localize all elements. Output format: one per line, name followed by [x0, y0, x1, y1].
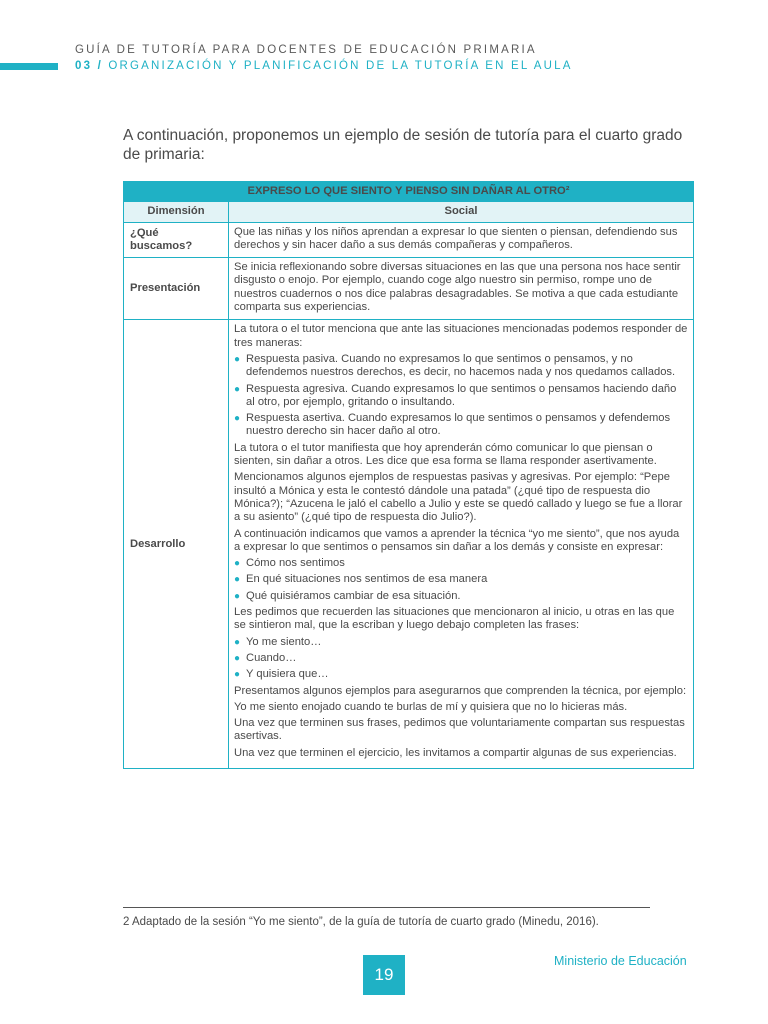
bullet-icon: ●	[234, 574, 241, 586]
presentacion-row	[124, 258, 694, 320]
list-item-text: Qué quisiéramos cambiar de esa situación.	[246, 589, 461, 602]
bullet-icon: ●	[234, 636, 241, 648]
table-title: EXPRESO LO QUE SIENTO Y PIENSO SIN DAÑAR AL OTRO²	[124, 182, 694, 202]
desarrollo-paragraph: Una vez que terminen el ejercicio, les invitamos a compartir algunas de sus experiencias.	[234, 746, 677, 759]
list-item	[234, 573, 688, 586]
list-item-text: Cómo nos sentimos	[246, 557, 345, 570]
list-item-text: Y quisiera que…	[246, 668, 329, 681]
list-item-text: Respuesta pasiva. Cuando no expresamos lo que sentimos o pensamos, y no defendemos nuestros derechos, es decir, no hacemos nada y nos quedamos callados.	[246, 352, 676, 379]
ministry-label: Ministerio de Educación	[554, 954, 687, 968]
desarrollo-paragraph: Presentamos algunos ejemplos para asegurarnos que comprenden la técnica, por ejemplo:	[234, 684, 687, 697]
section-number: 03 /	[75, 60, 103, 72]
list-item	[234, 383, 688, 410]
list-item	[234, 636, 688, 649]
bullet-icon: ●	[234, 558, 241, 570]
bullet-icon: ●	[234, 590, 241, 602]
desarrollo-label: Desarrollo	[124, 320, 229, 769]
dimension-label: Dimensión	[124, 202, 229, 222]
section-title: ORGANIZACIÓN Y PLANIFICACIÓN DE LA TUTORÍA EN EL AULA	[108, 60, 573, 72]
buscamos-row	[124, 222, 694, 258]
list-item-text: Respuesta agresiva. Cuando expresamos lo que sentimos o pensamos haciendo daño al otro, por ejemplo, gritando o insultando.	[246, 382, 677, 408]
desarrollo-paragraph: Mencionamos algunos ejemplos de respuestas pasivas y agresivas. Por ejemplo: “Pepe insultó a Mónica y esta le contestó dándole una patada” (¿qué tipo de respuesta dio Mónica?); “Azucena le jaló el cabello a Julio y este se quedó callado y luego se fue a llorar a su asiento” (¿qué tipo de respuesta dio Julio?).	[234, 471, 683, 524]
list-item	[234, 590, 688, 603]
list-item-text: Respuesta asertiva. Cuando expresamos lo que sentimos o pensamos y defendemos nuestro derecho sin hacer daño al otro.	[246, 412, 671, 438]
list-item	[234, 353, 688, 380]
dimension-value: Social	[229, 202, 694, 222]
bullet-icon: ●	[234, 383, 241, 395]
list-item	[234, 412, 688, 439]
desarrollo-paragraph: Les pedimos que recuerden las situaciones que mencionaron al inicio, u otras en las que se sintieron mal, que la escriban y luego debajo completen las frases:	[234, 606, 675, 632]
desarrollo-paragraph: La tutora o el tutor manifiesta que hoy aprenderán cómo comunicar lo que piensan o sienten, sin dañar a otros. Les dice que esa forma se llama responder asertivamente.	[234, 441, 657, 468]
bullet-icon: ●	[234, 652, 241, 664]
list-item-text: Cuando…	[246, 651, 297, 664]
list-item	[234, 668, 688, 681]
desarrollo-paragraph: La tutora o el tutor menciona que ante las situaciones mencionadas podemos responder de tres maneras:	[234, 323, 688, 349]
table-title-row	[124, 182, 694, 202]
dimension-row	[124, 202, 694, 222]
list-item-text: Yo me siento…	[246, 635, 322, 648]
bullet-icon: ●	[234, 669, 241, 681]
bullet-icon: ●	[234, 353, 241, 365]
buscamos-label: ¿Qué buscamos?	[124, 222, 229, 258]
desarrollo-row	[124, 320, 694, 769]
bullet-icon: ●	[234, 413, 241, 425]
footnote-divider	[123, 907, 650, 908]
list-item	[234, 652, 688, 665]
page-number: 19	[363, 955, 405, 995]
list-item	[234, 557, 688, 570]
desarrollo-paragraph: Una vez que terminen sus frases, pedimos que voluntariamente compartan sus respuestas asertivas.	[234, 717, 685, 743]
header-accent-bar	[0, 63, 58, 70]
header-guide-title: GUÍA DE TUTORÍA PARA DOCENTES DE EDUCACIÓN PRIMARIA	[75, 44, 537, 56]
list-item-text: En qué situaciones nos sentimos de esa manera	[246, 573, 488, 586]
presentacion-label: Presentación	[124, 258, 229, 320]
session-table	[123, 181, 694, 769]
header-section	[75, 60, 573, 72]
intro-paragraph: A continuación, proponemos un ejemplo de sesión de tutoría para el cuarto grado de primaria:	[123, 127, 683, 163]
footnote: 2 Adaptado de la sesión “Yo me siento”, de la guía de tutoría de cuarto grado (Minedu, 2016).	[123, 916, 599, 928]
desarrollo-paragraph: A continuación indicamos que vamos a aprender la técnica “yo me siento”, que nos ayuda a expresar lo que sentimos o pensamos sin dañar a los demás y consiste en expresar:	[234, 527, 680, 553]
desarrollo-content	[229, 320, 694, 769]
presentacion-text: Se inicia reflexionando sobre diversas situaciones en las que una persona nos hace sentir disgusto o enojo. Por ejemplo, cuando coge algo nuestro sin permiso, rompe uno de nuestros cuadernos o nos dice palabras desagradables. Se motiva a que cada estudiante comparta sus experiencias.	[229, 258, 694, 320]
buscamos-text: Que las niñas y los niños aprendan a expresar lo que sienten o piensan, defendiendo sus derechos y sin hacer daño a sus demás compañeras y compañeros.	[229, 222, 694, 258]
desarrollo-paragraph: Yo me siento enojado cuando te burlas de mí y quisiera que no lo hicieras más.	[234, 700, 628, 713]
